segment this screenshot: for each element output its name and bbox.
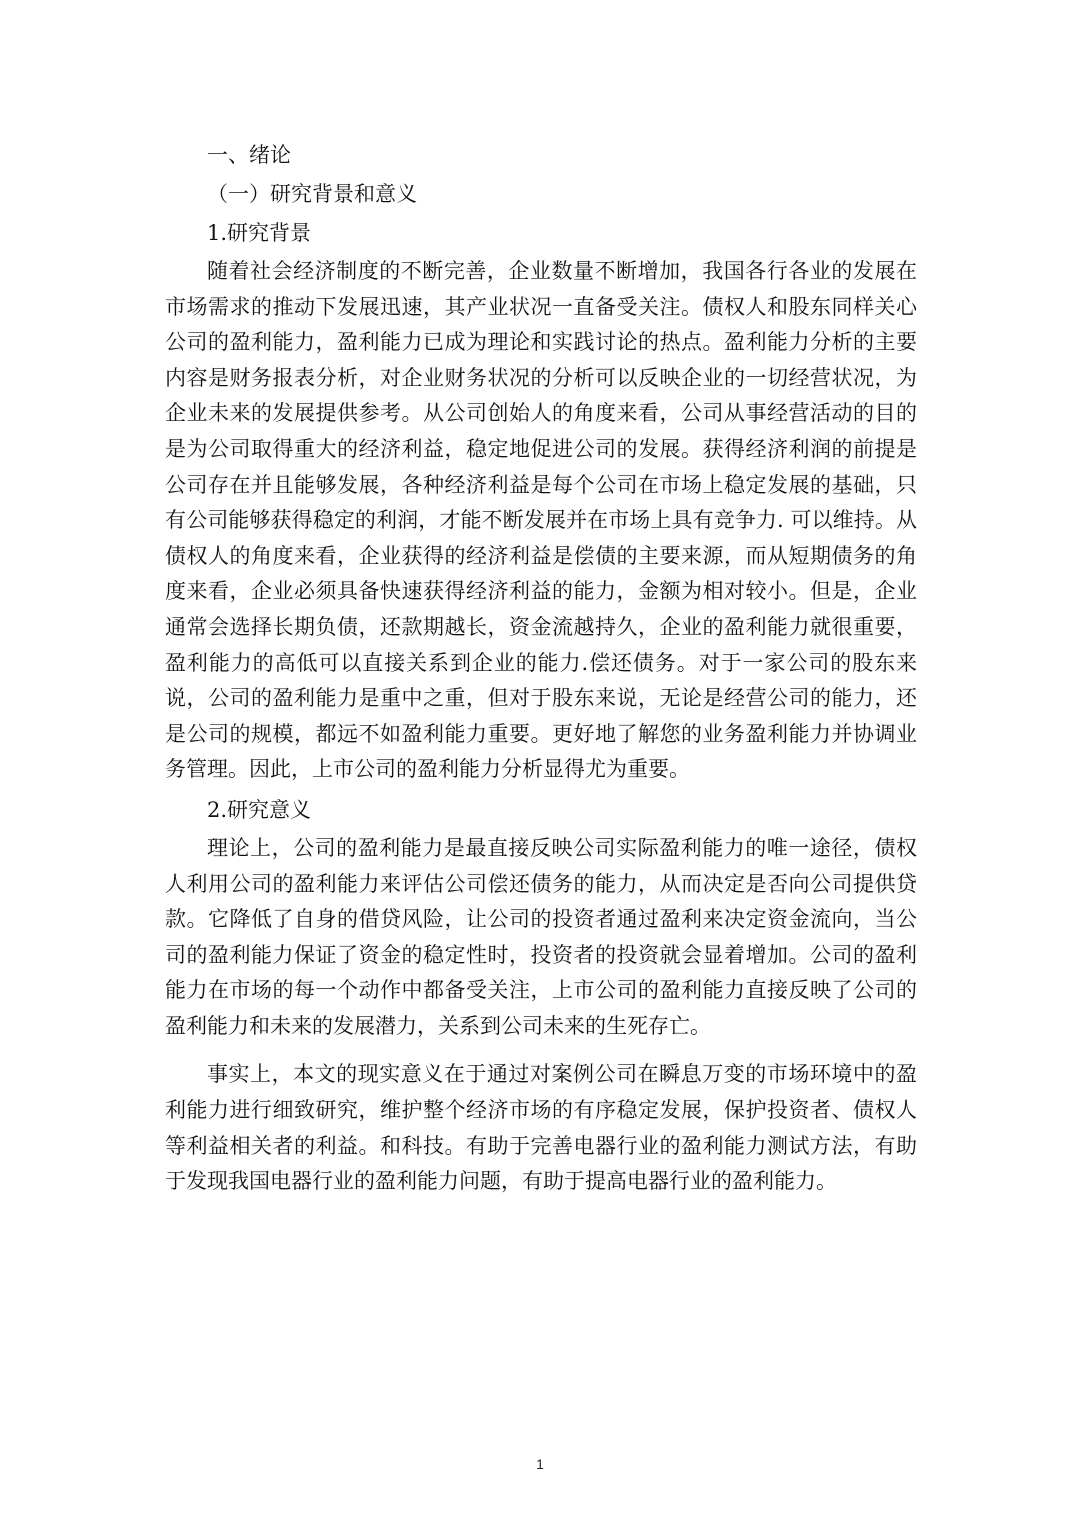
page-number: 1 xyxy=(536,1456,544,1472)
heading-research-background: 1.研究背景 xyxy=(207,221,312,245)
paragraph-practical-significance: 事实上，本文的现实意义在于通过对案例公司在瞬息万变的市场环境中的盈利能力进行细致研究，维护整个经济市场的有序稳定发展，保护投资者、债权人等利益相关者的利益。和科技。有助于完善电器行业的盈利能力测试方法，有助于发现我国电器行业的盈利能力问题，有助于提高电器行业的盈利能力。 xyxy=(165,1062,917,1194)
heading-research-significance: 2.研究意义 xyxy=(207,797,312,822)
paragraph-research-background: 随着社会经济制度的不断完善，企业数量不断增加，我国各行各业的发展在市场需求的推动下发展迅速，其产业状况一直备受关注。债权人和股东同样关心公司的盈利能力，盈利能力已成为理论和实践讨论的热点。盈利能力分析的主要内容是财务报表分析，对企业财务状况的分析可以反映企业的一切经营状况，为企业未来的发展提供参考。从公司创始人的角度来看，公司从事经营活动的目的是为公司取得重大的经济利益，稳定地促进公司的发展。获得经济利润的前提是公司存在并且能够发展，各种经济利益是每个公司在市场上稳定发展的基础，只有公司能够获得稳定的利润，才能不断发展并在市场上具有竞争力. 可以维持。从债权人的角度来看，企业获得的经济利益是偿债的主要来源，而从短期债务的角度来看，企业必须具备快速获得经济利益的能力，金额为相对较小。但是，企业通常会选择长期负债，还款期越长，资金流越持久，企业的盈利能力就很重要，盈利能力的高低可以直接关系到企业的能力.偿还债务。对于一家公司的股东来说，公司的盈利能力是重中之重，但对于股东来说，无论是经营公司的能力，还是公司的规模，都远不如盈利能力重要。更好地了解您的业务盈利能力并协调业务管理。因此，上市公司的盈利能力分析显得尤为重要。 xyxy=(165,259,917,782)
subsection-title: （一）研究背景和意义 xyxy=(207,182,417,206)
paragraph-theoretical-significance: 理论上，公司的盈利能力是最直接反映公司实际盈利能力的唯一途径，债权人利用公司的盈利能力来评估公司偿还债务的能力，从而决定是否向公司提供贷款。它降低了自身的借贷风险，让公司的投资者通过盈利来决定资金流向，当公司的盈利能力保证了资金的稳定性时，投资者的投资就会显着增加。公司的盈利能力在市场的每一个动作中都备受关注，上市公司的盈利能力直接反映了公司的盈利能力和未来的发展潜力，关系到公司未来的生死存亡。 xyxy=(165,835,917,1038)
document-body xyxy=(165,137,917,1200)
section-title: 一、绪论 xyxy=(207,143,291,167)
